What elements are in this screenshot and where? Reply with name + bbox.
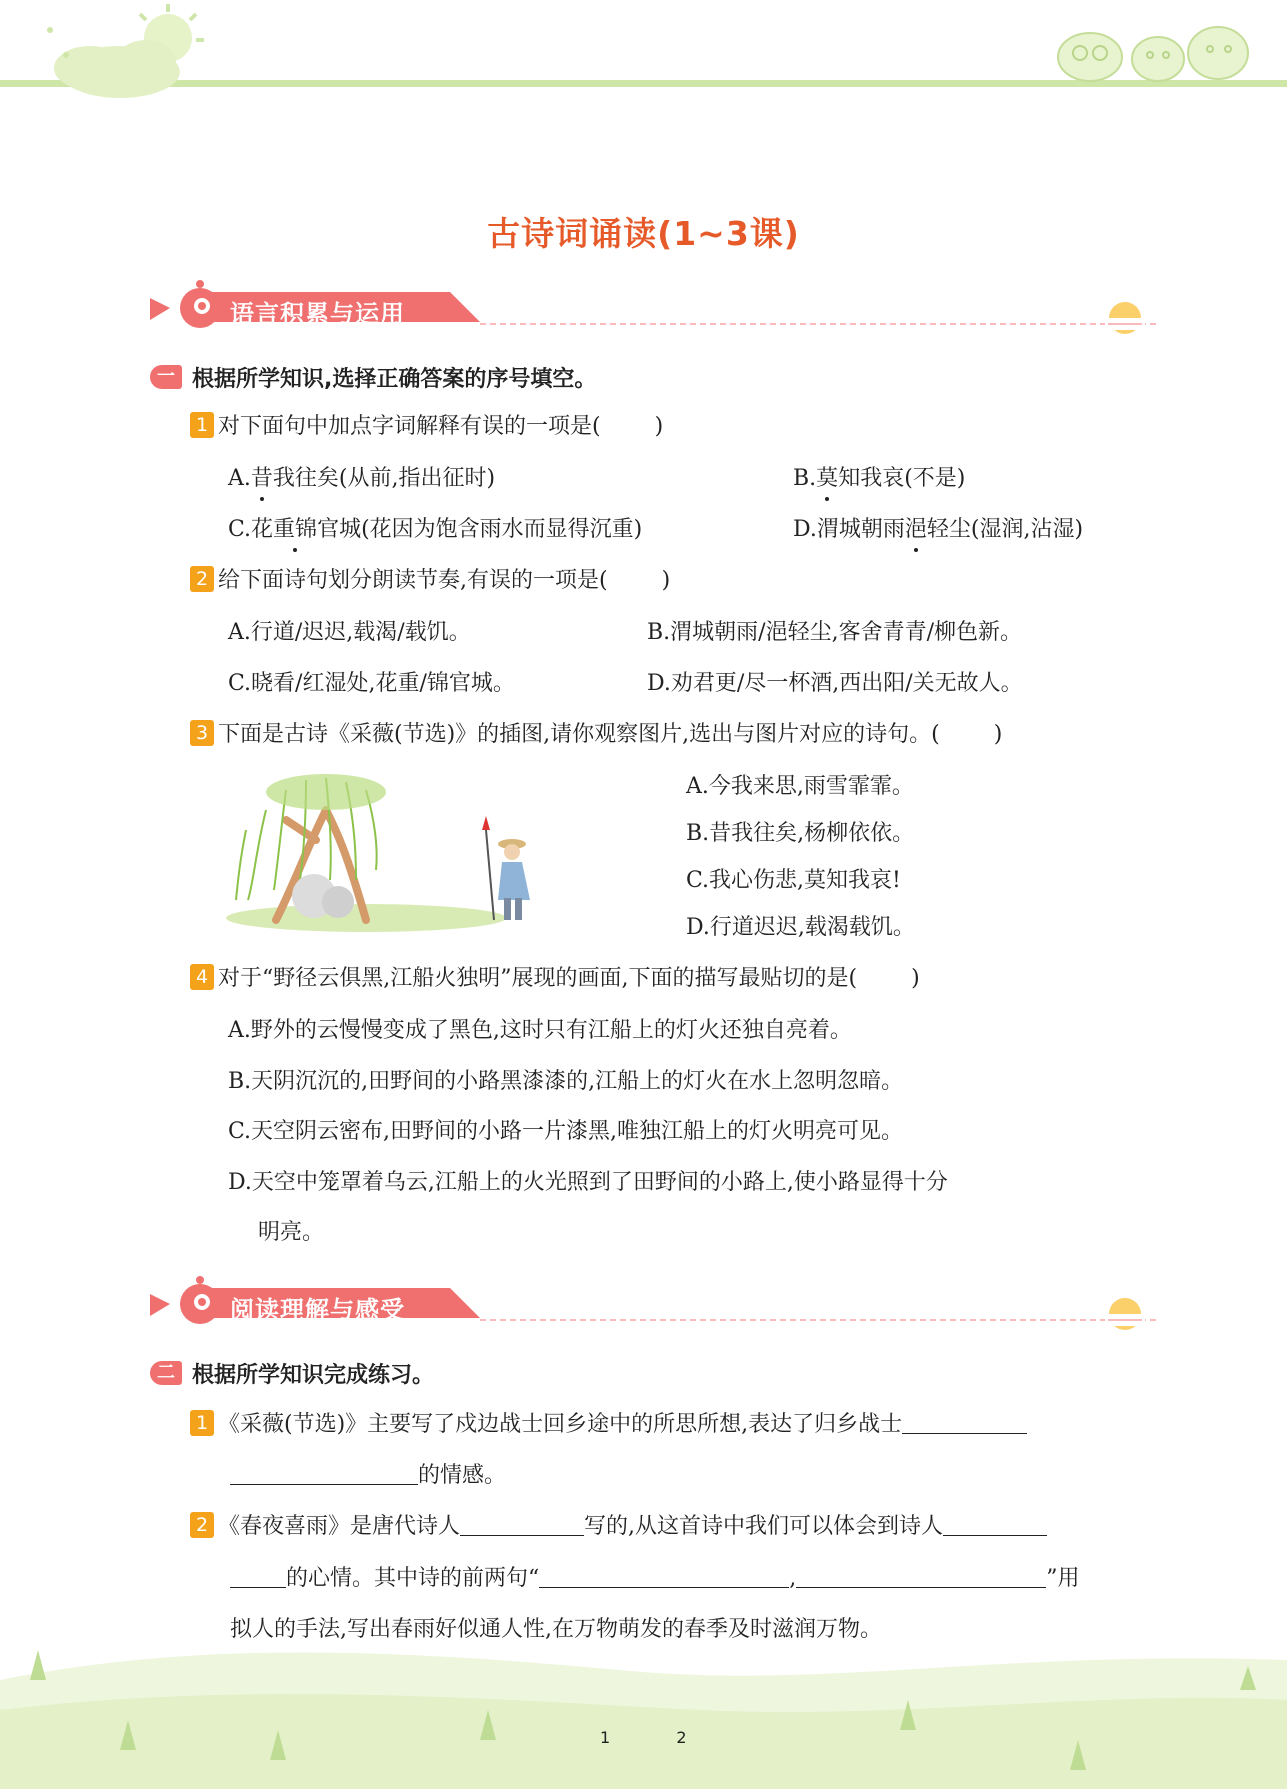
part-badge: 一 (150, 365, 182, 389)
part-instruction: 根据所学知识完成练习。 (192, 1363, 435, 1388)
option-a: A.今我来思,雨雪霏霏。 (686, 774, 914, 799)
answer-blank[interactable] (902, 1411, 1027, 1434)
dotted-char: 昔 (251, 464, 273, 494)
question-number: 3 (190, 720, 214, 746)
option-b: B.昔我往矣,杨柳依依。 (686, 821, 915, 846)
question-number: 2 (190, 1512, 214, 1538)
section-banner-reading (150, 1274, 1160, 1334)
option-c: C.天空阴云密布,田野间的小路一片漆黑,唯独江船上的灯火明亮可见。 (228, 1119, 904, 1144)
option-c: C.晓看/红湿处,花重/锦官城。 (228, 671, 515, 696)
option-d: D.劝君更/尽一杯酒,西出阳/关无故人。 (647, 671, 1023, 696)
willow-soldier-illustration (226, 770, 562, 940)
option-a: A.行道/迟迟,载渴/载饥。 (228, 620, 471, 645)
fill-question-2: 2 《春夜喜雨》是唐代诗人 写的,从这首诗中我们可以体会到诗人 (190, 1512, 1047, 1542)
question-number: 2 (190, 566, 214, 592)
poem-line-blank[interactable] (796, 1565, 1046, 1588)
animal-friends-decoration-icon (1050, 15, 1260, 85)
option-b: B.渭城朝雨/浥轻尘,客舍青青/柳色新。 (647, 620, 1022, 645)
fill-question-1-line2: 的情感。 (230, 1461, 506, 1491)
option-d: D.行道迟迟,载渴载饥。 (686, 915, 915, 940)
fill-question-2-line2: 的心情。其中诗的前两句“ , ”用 (230, 1564, 1080, 1594)
hills-landscape-decoration-icon (0, 1620, 1287, 1789)
dotted-char: 浥 (905, 515, 927, 545)
option-c: C.花重锦官城(花因为饱含雨水而显得沉重) (228, 515, 642, 545)
option-b: B.天阴沉沉的,田野间的小路黑漆漆的,江船上的灯火在水上忽明忽暗。 (228, 1069, 904, 1094)
section-title: 语言积累与运用 (230, 300, 405, 328)
option-b: B.莫知我哀(不是) (793, 464, 965, 494)
question-2: 2 给下面诗句划分朗读节奏,有误的一项是( ) (190, 566, 670, 596)
option-d: D.渭城朝雨浥轻尘(湿润,沾湿) (793, 515, 1083, 545)
page-title: 古诗词诵读(1~3课) (487, 214, 800, 253)
fill-question-1: 1 《采薇(节选)》主要写了戍边战士回乡途中的所思所想,表达了归乡战士 (190, 1410, 1027, 1440)
answer-blank[interactable] (230, 1462, 418, 1485)
option-a: A.昔我往矣(从前,指出征时) (228, 464, 495, 494)
question-3: 3 下面是古诗《采薇(节选)》的插图,请你观察图片,选出与图片对应的诗句。( ) (190, 720, 1002, 750)
poem-line-blank[interactable] (539, 1565, 789, 1588)
dotted-char: 莫 (816, 464, 838, 494)
option-c: C.我心伤悲,莫知我哀! (686, 868, 901, 893)
answer-blank[interactable] (943, 1513, 1047, 1536)
option-a: A.野外的云慢慢变成了黑色,这时只有江船上的灯火还独自亮着。 (228, 1018, 852, 1043)
option-d-continued: 明亮。 (258, 1220, 325, 1245)
question-number: 1 (190, 1410, 214, 1436)
question-4: 4 对于“野径云俱黑,江船火独明”展现的画面,下面的描写最贴切的是( ) (190, 964, 920, 994)
page-numbers (600, 1728, 720, 1747)
section-title: 阅读理解与感受 (230, 1296, 405, 1324)
sun-cloud-decoration-icon (20, 0, 210, 120)
part-instruction: 根据所学知识,选择正确答案的序号填空。 (192, 367, 597, 392)
part-badge: 二 (150, 1361, 182, 1385)
section-banner-language (150, 278, 1160, 338)
poet-blank[interactable] (460, 1513, 584, 1536)
question-number: 1 (190, 412, 214, 438)
dotted-char: 重锦 (273, 515, 317, 545)
answer-blank[interactable] (230, 1565, 286, 1588)
question-1: 1 对下面句中加点字词解释有误的一项是( ) (190, 412, 663, 442)
option-d: D.天空中笼罩着乌云,江船上的火光照到了田野间的小路上,使小路显得十分 (228, 1170, 948, 1195)
fill-question-2-line3: 拟人的手法,写出春雨好似通人性,在万物萌发的春季及时滋润万物。 (230, 1617, 882, 1642)
page-number-right: 2 (676, 1728, 687, 1747)
question-number: 4 (190, 964, 214, 990)
page-number-left: 1 (600, 1728, 611, 1747)
